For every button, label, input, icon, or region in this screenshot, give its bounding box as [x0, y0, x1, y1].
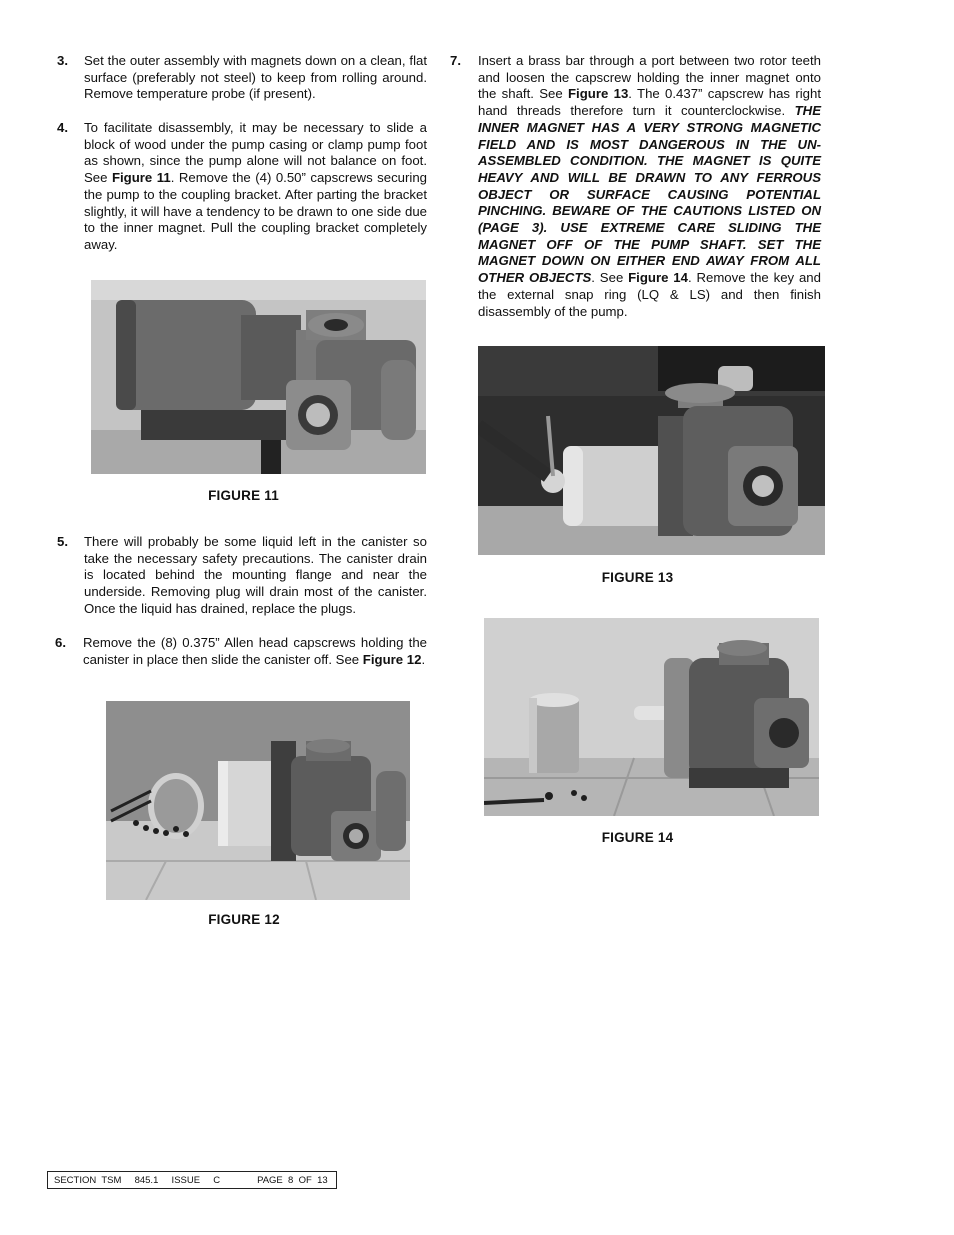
- step-7: [450, 53, 821, 320]
- figure-12-caption: FIGURE 12: [208, 912, 280, 927]
- step-text: Set the outer assembly with magnets down on a clean, flat surface (preferably not steel) to keep from rolling around. Remove temperature probe (if present).: [84, 53, 427, 102]
- figure-14-photo: [484, 618, 819, 816]
- step-6: [55, 635, 427, 668]
- step-number: 4.: [57, 120, 68, 135]
- step-4: [57, 120, 427, 254]
- step-text: There will probably be some liquid left in the canister so take the necessary safety precautions. The canister drain is located behind the mounting flange and near the underside. Removing plug will drain most of the canister. Once the liquid has drained, replace the plugs.: [84, 534, 427, 616]
- figure-reference: Figure 14: [628, 270, 688, 286]
- step-text: Remove the (8) 0.375” Allen head capscrews holding the canister in place then slide the canister off. See Figure 12.: [83, 635, 427, 667]
- figure-13-photo: [478, 346, 825, 555]
- step-number: 7.: [450, 53, 461, 68]
- magnet-warning: THE INNER MAGNET HAS A VERY STRONG MAGNETIC FIELD AND IS MOST DANGEROUS IN THE UN-ASSEMBLED CONDITION. THE MAGNET IS QUITE HEAVY AND WILL BE DRAWN TO ANY FERROUS OBJECT OR SURFACE CAUSING POTENTIAL PINCHING. BEWARE OF THE CAUTIONS LISTED ON (PAGE 3). USE EXTREME CARE SLIDING THE MAGNET OFF OF THE PUMP SHAFT. SET THE MAGNET DOWN ON EITHER END AWAY FROM ALL OTHER OBJECTS: [478, 103, 821, 286]
- step-number: 3.: [57, 53, 68, 68]
- step-number: 5.: [57, 534, 68, 549]
- step-number: 6.: [55, 635, 66, 650]
- figure-12-photo: [106, 701, 410, 900]
- page-footer: SECTION TSM 845.1 ISSUE C PAGE 8 OF 13: [47, 1171, 337, 1189]
- figure-11-caption: FIGURE 11: [208, 488, 279, 503]
- figure-14-caption: FIGURE 14: [601, 830, 674, 845]
- figure-reference: Figure 12: [362, 651, 422, 667]
- figure-reference: Figure 13: [568, 86, 629, 102]
- figure-11-photo: [91, 280, 426, 474]
- figure-reference: Figure 11: [111, 170, 171, 186]
- step-3: [57, 53, 427, 103]
- figure-13-caption: FIGURE 13: [601, 570, 674, 585]
- step-5: [57, 534, 427, 618]
- step-text: Insert a brass bar through a port between two rotor teeth and loosen the capscrew holding the inner magnet onto the shaft. See Figure 13. The 0.437” capscrew has right hand threads therefore turn it counterclockwise. THE INNER MAGNET HAS A VERY STRONG MAGNETIC FIELD AND IS MOST DANGEROUS IN THE UN-ASSEMBLED CONDITION. THE MAGNET IS QUITE HEAVY AND WILL BE DRAWN TO ANY FERROUS OBJECT OR SURFACE CAUSING POTENTIAL PINCHING. BEWARE OF THE CAUTIONS LISTED ON (PAGE 3). USE EXTREME CARE SLIDING THE MAGNET OFF OF THE PUMP SHAFT. SET THE MAGNET DOWN ON EITHER END AWAY FROM ALL OTHER OBJECTS. See Figure 14. Remove the key and the external snap ring (LQ & LS) and then finish disassembly of the pump.: [478, 53, 821, 319]
- step-text: To facilitate disassembly, it may be necessary to slide a block of wood under the pump casing or clamp pump foot as shown, since the pump alone will not balance on foot. See Figure 11. Remove the (4) 0.50” capscrews securing the pump to the coupling bracket. After parting the bracket slightly, it will have a tendency to be drawn to one side due to the inner magnet. Pull the coupling bracket completely away.: [84, 120, 427, 252]
